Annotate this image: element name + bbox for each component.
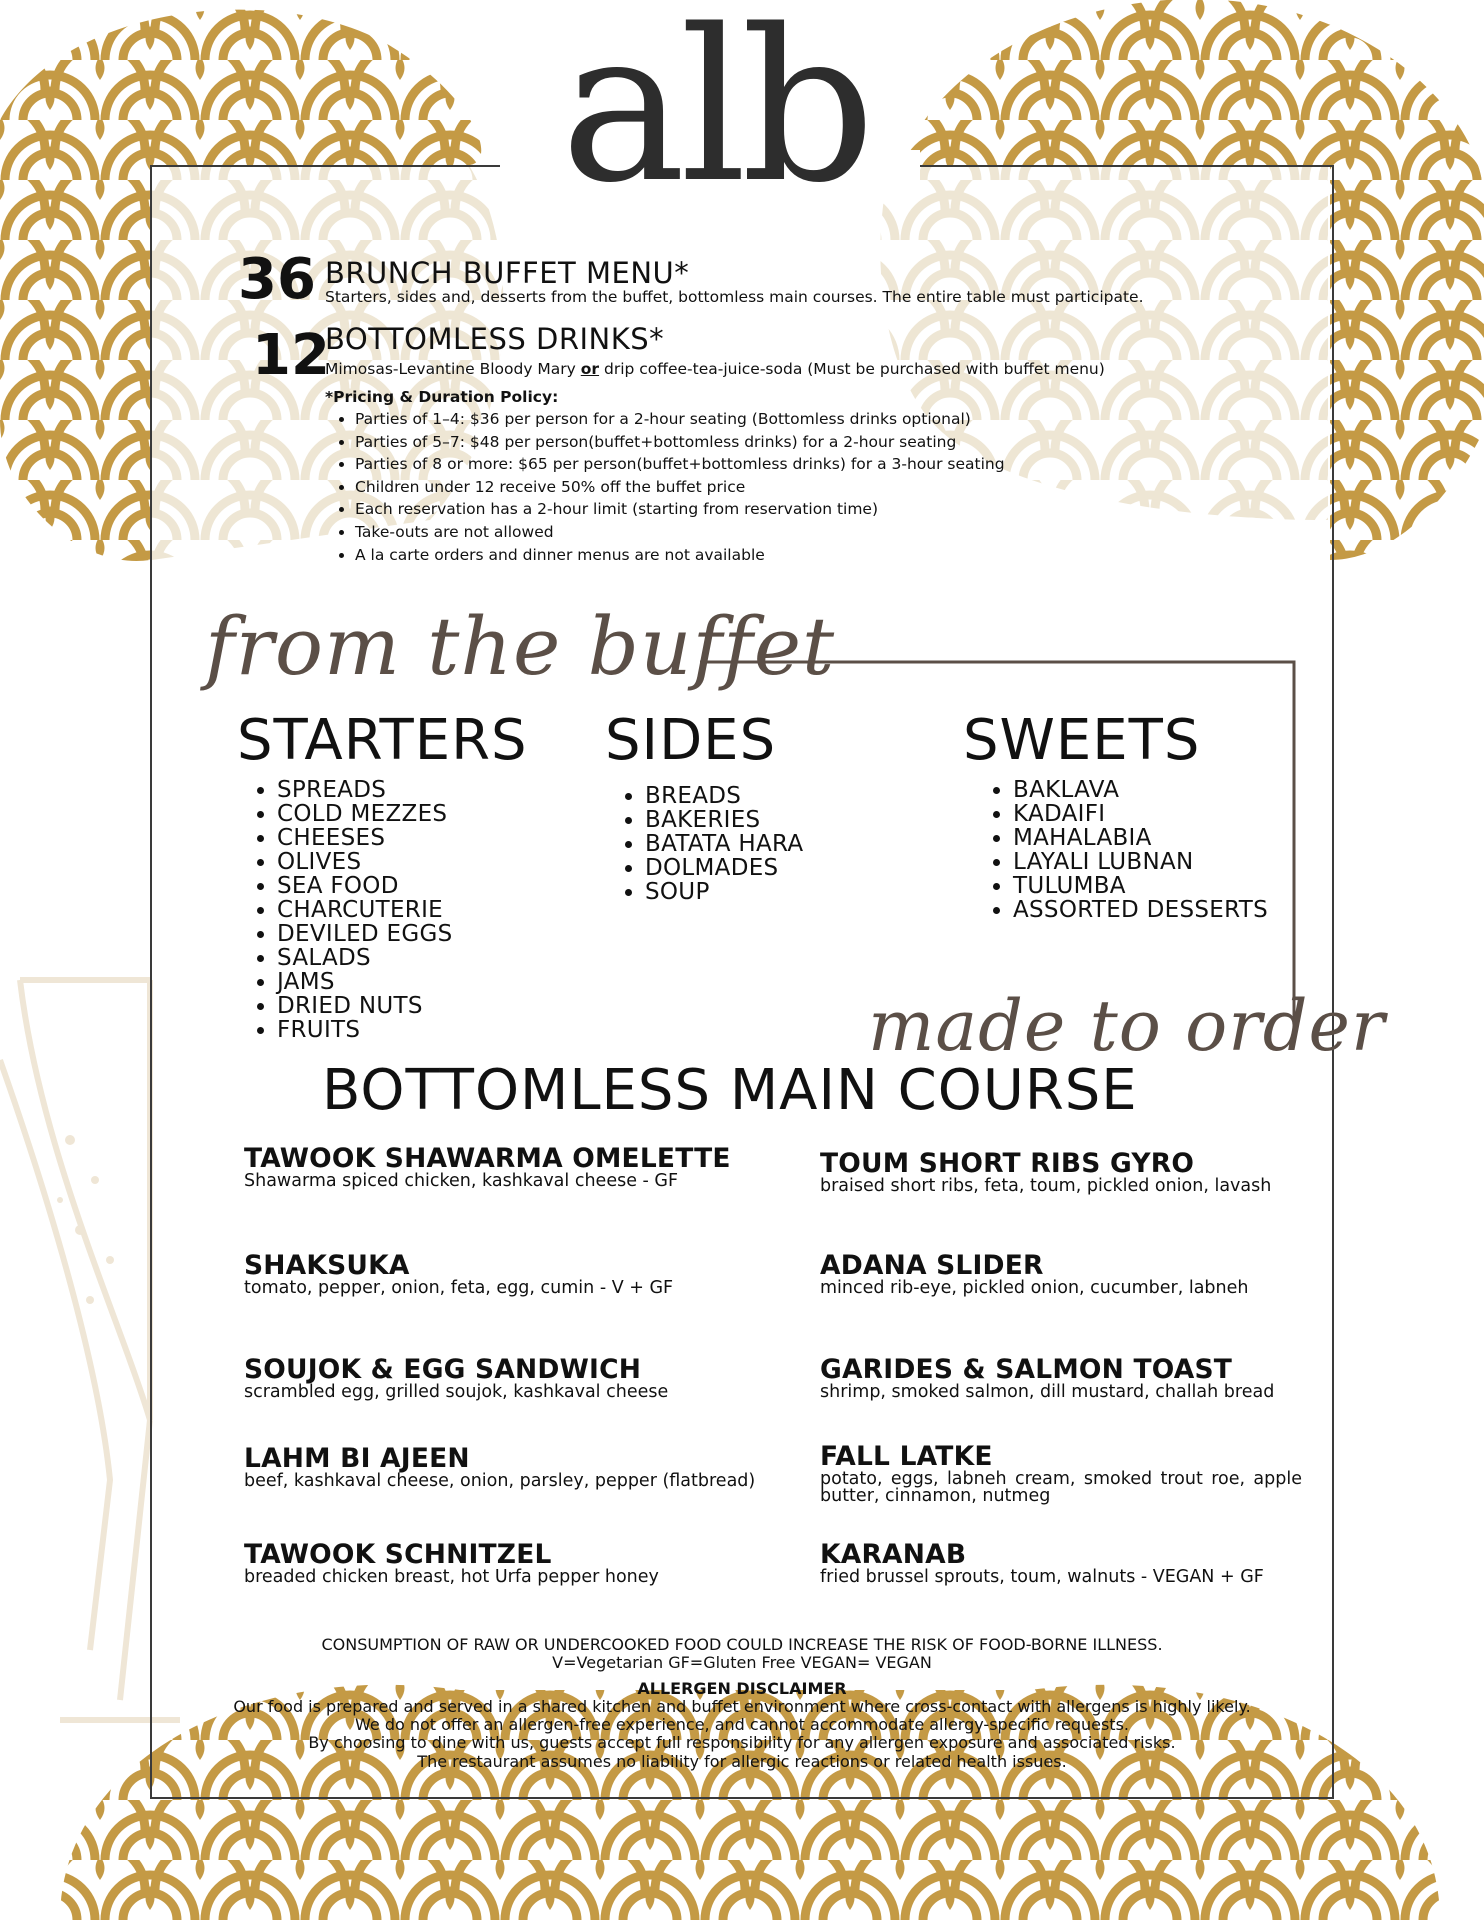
list-item: • BAKLAVA: [1013, 778, 1268, 802]
list-item: • BREADS: [645, 784, 803, 808]
drinks-price: 12: [252, 323, 330, 388]
dish: [820, 1441, 1302, 1506]
dish: [820, 1354, 1400, 1402]
logo-text: alb: [560, 0, 870, 229]
policy-item: • Children under 12 receive 50% off the buffet price: [355, 476, 1005, 499]
allergen-line: Our food is prepared and served in a shared kitchen and buffet environment where cross-contact with allergens is highly likely.: [233, 1696, 1251, 1716]
list-item: • DEVILED EGGS: [277, 922, 453, 946]
policy-item: • Parties of 1–4: $36 per person for a 2-hour seating (Bottomless drinks optional): [355, 408, 1005, 431]
policy-item: • Each reservation has a 2-hour limit (starting from reservation time): [355, 498, 1005, 521]
made-to-order-heading: made to order: [868, 985, 1386, 1067]
list-item: • FRUITS: [277, 1018, 453, 1042]
dish-name: TAWOOK SHAWARMA OMELETTE: [244, 1143, 731, 1174]
list-item: • LAYALI LUBNAN: [1013, 850, 1268, 874]
drinks-description: Mimosas-Levantine Bloody Mary or drip coffee-tea-juice-soda (Must be purchased with buffet menu): [325, 360, 1105, 378]
dish-description: scrambled egg, grilled soujok, kashkaval cheese: [244, 1381, 669, 1402]
list-item: • JAMS: [277, 970, 453, 994]
list-item: • CHARCUTERIE: [277, 898, 453, 922]
sides-list: [605, 784, 803, 904]
list-item: • BATATA HARA: [645, 832, 803, 856]
dish: [244, 1443, 824, 1491]
list-item: • SPREADS: [277, 778, 453, 802]
main-course-title: BOTTOMLESS MAIN COURSE: [322, 1058, 1138, 1123]
dish-description: breaded chicken breast, hot Urfa pepper honey: [244, 1566, 659, 1587]
diet-legend: V=Vegetarian GF=Gluten Free VEGAN= VEGAN: [552, 1653, 932, 1673]
list-item: • DRIED NUTS: [277, 994, 453, 1018]
dish-description: minced rib-eye, pickled onion, cucumber, labneh: [820, 1277, 1249, 1298]
dish-name: GARIDES & SALMON TOAST: [820, 1354, 1233, 1385]
sweets-list: [973, 778, 1268, 922]
policy-item: • Take-outs are not allowed: [355, 521, 1005, 544]
policy-item: • Parties of 8 or more: $65 per person(buffet+bottomless drinks) for a 3-hour seating: [355, 453, 1005, 476]
dish-name: SOUJOK & EGG SANDWICH: [244, 1354, 642, 1385]
policy-item: • A la carte orders and dinner menus are not available: [355, 544, 1005, 567]
allergen-line: The restaurant assumes no liability for allergic reactions or related health issues.: [417, 1751, 1067, 1771]
list-item: • KADAIFI: [1013, 802, 1268, 826]
list-item: • COLD MEZZES: [277, 802, 453, 826]
starters-list: [237, 778, 453, 1042]
list-item: • SOUP: [645, 880, 803, 904]
dish-name: KARANAB: [820, 1539, 967, 1570]
footer-notes: [152, 1636, 1332, 1771]
dish-name: ADANA SLIDER: [820, 1250, 1044, 1281]
allergen-title: ALLERGEN DISCLAIMER: [637, 1678, 847, 1698]
dish-description: tomato, pepper, onion, feta, egg, cumin - V + GF: [244, 1277, 674, 1298]
dish: [244, 1250, 824, 1298]
dish-description: shrimp, smoked salmon, dill mustard, challah bread: [820, 1381, 1275, 1402]
dish-description: beef, kashkaval cheese, onion, parsley, pepper (flatbread): [244, 1470, 756, 1491]
buffet-description: Starters, sides and, desserts from the buffet, bottomless main courses. The entire table must participate.: [325, 288, 1144, 306]
buffet-title: BRUNCH BUFFET MENU*: [325, 256, 690, 290]
drinks-title: BOTTOMLESS DRINKS*: [325, 322, 665, 356]
dish: [820, 1148, 1400, 1196]
list-item: • BAKERIES: [645, 808, 803, 832]
list-item: • SALADS: [277, 946, 453, 970]
dish-name: TOUM SHORT RIBS GYRO: [820, 1148, 1195, 1179]
dish-name: FALL LATKE: [820, 1441, 993, 1472]
from-the-buffet-heading: from the buffet: [205, 600, 836, 693]
list-item: • SEA FOOD: [277, 874, 453, 898]
dish-description: braised short ribs, feta, toum, pickled onion, lavash: [820, 1175, 1272, 1196]
dish: [820, 1250, 1400, 1298]
allergen-line: We do not offer an allergen-free experience, and cannot accommodate allergy-specific requests.: [355, 1715, 1129, 1735]
list-item: • TULUMBA: [1013, 874, 1268, 898]
list-item: • MAHALABIA: [1013, 826, 1268, 850]
dish: [244, 1539, 824, 1587]
list-item: • ASSORTED DESSERTS: [1013, 898, 1268, 922]
dish: [244, 1143, 824, 1191]
dish-description: Shawarma spiced chicken, kashkaval cheese - GF: [244, 1170, 679, 1191]
dish-name: SHAKSUKA: [244, 1250, 410, 1281]
dish-description: fried brussel sprouts, toum, walnuts - VEGAN + GF: [820, 1566, 1264, 1587]
dish: [820, 1539, 1400, 1587]
dish-name: LAHM BI AJEEN: [244, 1443, 470, 1474]
starters-title: STARTERS: [237, 708, 528, 773]
policy-item: • Parties of 5–7: $48 per person(buffet+bottomless drinks) for a 2-hour seating: [355, 431, 1005, 454]
sweets-title: SWEETS: [963, 708, 1201, 773]
raw-food-warning: CONSUMPTION OF RAW OR UNDERCOOKED FOOD COULD INCREASE THE RISK OF FOOD-BORNE ILLNESS.: [321, 1635, 1163, 1654]
list-item: • OLIVES: [277, 850, 453, 874]
list-item: • DOLMADES: [645, 856, 803, 880]
buffet-price: 36: [238, 247, 316, 312]
dish: [244, 1354, 824, 1402]
dish-description: potato, eggs, labneh cream, smoked trout roe, apple butter, cinnamon, nutmeg: [820, 1468, 1302, 1506]
sides-title: SIDES: [605, 708, 777, 773]
policy-title: *Pricing & Duration Policy:: [325, 388, 559, 406]
allergen-line: By choosing to dine with us, guests accept full responsibility for any allergen exposure and associated risks.: [308, 1733, 1176, 1753]
policy-list: [325, 408, 1005, 566]
dish-name: TAWOOK SCHNITZEL: [244, 1539, 552, 1570]
list-item: • CHEESES: [277, 826, 453, 850]
